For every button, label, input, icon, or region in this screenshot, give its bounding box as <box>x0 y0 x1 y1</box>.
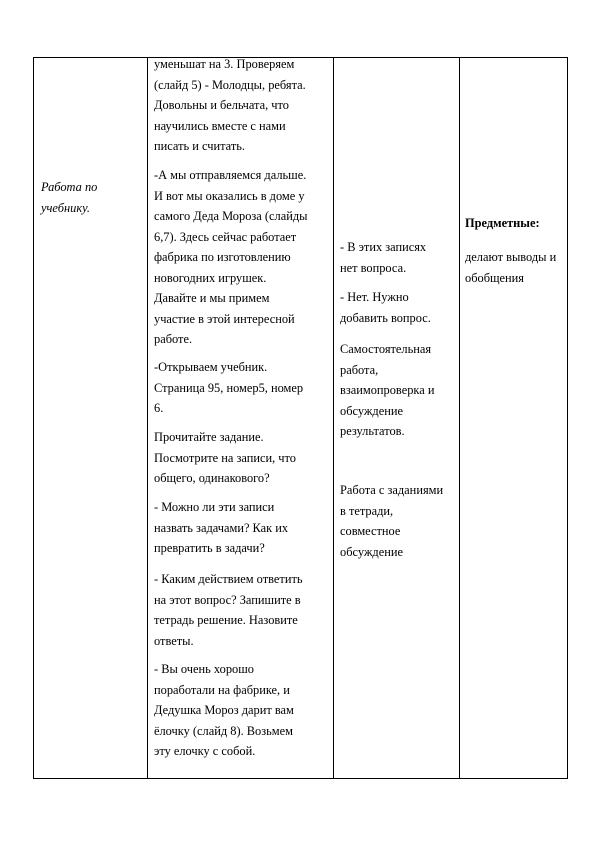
text-line: Страница 95, номер5, номер <box>154 380 304 395</box>
teacher-activity-column <box>154 57 330 778</box>
text-line: -Открываем учебник. <box>154 360 268 374</box>
teacher-paragraph <box>154 427 296 489</box>
text-line: - Каким действием ответить <box>154 572 303 586</box>
text-line: поработали на фабрике, и <box>154 682 290 697</box>
table-border-left <box>33 57 34 779</box>
text-line: ёлочку (слайд 8). Возьмем <box>154 723 293 738</box>
text-line: работе. <box>154 332 193 346</box>
teacher-paragraph <box>154 569 303 651</box>
table-divider-1 <box>147 57 148 779</box>
text-line: ответы. <box>154 633 194 648</box>
text-line: превратить в задачи? <box>154 541 265 555</box>
outcomes-heading: Предметные: <box>465 216 540 230</box>
stage-label-line: учебнику. <box>41 200 90 215</box>
text-line: (слайд 5) - Молодцы, ребята. <box>154 77 306 92</box>
stage-column <box>41 57 111 778</box>
text-line: Дедушка Мороз дарит вам <box>154 703 294 717</box>
text-line: 6,7). Здесь сейчас работает <box>154 229 297 244</box>
text-line: - Нет. Нужно <box>340 290 409 304</box>
text-line: писать и считать. <box>154 139 246 153</box>
table-divider-3 <box>459 57 460 779</box>
text-line: научились вместе с нами <box>154 118 286 133</box>
text-line: самого Деда Мороза (слайды <box>154 209 308 223</box>
text-line: Давайте и мы примем <box>154 291 270 305</box>
text-line: делают выводы и <box>465 250 557 264</box>
text-line: общего, одинакового? <box>154 471 270 485</box>
text-line: 6. <box>154 401 164 415</box>
text-line: работа, <box>340 362 379 377</box>
student-paragraph <box>340 339 434 442</box>
text-line: взаимопроверка и <box>340 383 435 397</box>
outcomes-text <box>465 247 556 288</box>
teacher-paragraph <box>154 659 294 762</box>
text-line: - Можно ли эти записи <box>154 500 275 514</box>
text-line: И вот мы оказались в доме у <box>154 188 305 203</box>
student-paragraph <box>340 480 443 562</box>
teacher-paragraph <box>154 357 303 419</box>
text-line: - Вы очень хорошо <box>154 662 254 676</box>
text-line: совместное <box>340 524 401 538</box>
text-line: Довольны и бельчата, что <box>154 98 289 112</box>
text-line: Самостоятельная <box>340 342 432 356</box>
text-line: - В этих записях <box>340 240 427 254</box>
text-line: -А мы отправляемся дальше. <box>154 168 307 182</box>
teacher-paragraph <box>154 54 306 157</box>
student-paragraph <box>340 237 426 278</box>
text-line: в тетради, <box>340 503 394 518</box>
text-line: обсуждение <box>340 544 403 559</box>
text-line: Посмотрите на записи, что <box>154 450 296 465</box>
text-line: обсуждение <box>340 403 403 418</box>
outcomes-column <box>465 57 569 778</box>
teacher-paragraph <box>154 497 288 559</box>
text-line: фабрика по изготовлению <box>154 250 291 264</box>
text-line: участие в этой интересной <box>154 311 295 326</box>
text-line: тетрадь решение. Назовите <box>154 613 298 627</box>
text-line: Работа с заданиями <box>340 483 444 497</box>
text-line: нет вопроса. <box>340 260 407 275</box>
teacher-paragraph <box>154 165 307 350</box>
text-line: на этот вопрос? Запишите в <box>154 592 301 607</box>
text-line: Прочитайте задание. <box>154 430 264 444</box>
student-paragraph <box>340 287 431 328</box>
table-bottom-border <box>33 778 568 779</box>
student-activity-column <box>340 57 458 778</box>
stage-label-line: Работа по <box>41 180 98 194</box>
text-line: новогодних игрушек. <box>154 270 267 285</box>
text-line: обобщения <box>465 270 525 285</box>
text-line: эту елочку с собой. <box>154 744 256 758</box>
text-line: назвать задачами? Как их <box>154 520 289 535</box>
text-line: результатов. <box>340 424 405 438</box>
text-line: добавить вопрос. <box>340 310 431 325</box>
text-line: уменьшат на 3. Проверяем <box>154 57 295 71</box>
table-divider-2 <box>333 57 334 779</box>
